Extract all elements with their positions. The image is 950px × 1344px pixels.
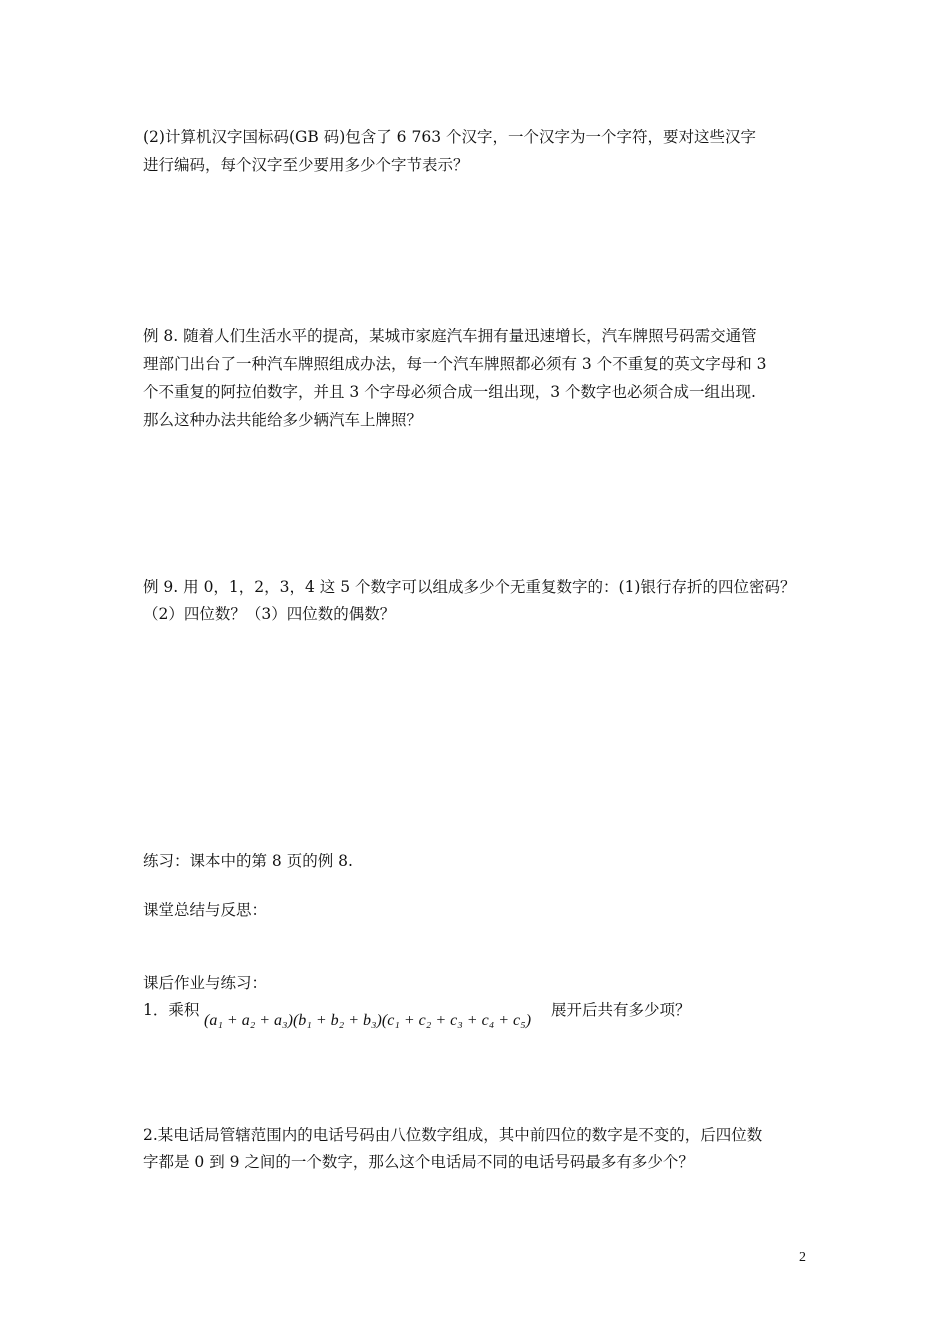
- practice-text: 练习：课本中的第 8 页的例 8.: [143, 852, 353, 870]
- problem-2-line2: 进行编码，每个汉字至少要用多少个字节表示？: [143, 156, 469, 174]
- example-8-line2: 理部门出台了一种汽车牌照组成办法，每一个汽车牌照都必须有 3 个不重复的英文字母和 3: [143, 355, 767, 373]
- homework-item1-suffix: 展开后共有多少项？: [551, 1001, 691, 1019]
- homework-item2-line1: 2.某电话局管辖范围内的电话号码由八位数字组成，其中前四位的数字是不变的，后四位数: [143, 1126, 763, 1144]
- homework-item1-formula: (a₁ + a₂ + a₃)(b₁ + b₂ + b₃)(c₁ + c₂ + c₃ + c₄ + c₅): [204, 1012, 532, 1029]
- example-8-line1: 例 8. 随着人们生活水平的提高，某城市家庭汽车拥有量迅速增长，汽车牌照号码需交通管: [143, 327, 757, 345]
- problem-2-line1: (2)计算机汉字国标码(GB 码)包含了 6 763 个汉字，一个汉字为一个字符，要对这些汉字: [143, 128, 756, 146]
- summary-heading: 课堂总结与反思：: [143, 901, 268, 919]
- page-number: 2: [799, 1250, 806, 1265]
- example-8-line3: 个不重复的阿拉伯数字，并且 3 个字母必须合成一组出现，3 个数字也必须合成一组出现.: [143, 383, 756, 401]
- homework-heading: 课后作业与练习：: [143, 974, 268, 992]
- homework-item2-line2: 字都是 0 到 9 之间的一个数字，那么这个电话局不同的电话号码最多有多少个？: [143, 1153, 694, 1171]
- homework-item1-prefix: 1．乘积: [143, 1001, 200, 1019]
- example-9-line1: 例 9. 用 0，1，2，3，4 这 5 个数字可以组成多少个无重复数字的：(1)银行存折的四位密码？: [143, 578, 796, 596]
- example-9-line2: （2）四位数？（3）四位数的偶数？: [143, 605, 396, 623]
- example-8-line4: 那么这种办法共能给多少辆汽车上牌照？: [143, 411, 423, 429]
